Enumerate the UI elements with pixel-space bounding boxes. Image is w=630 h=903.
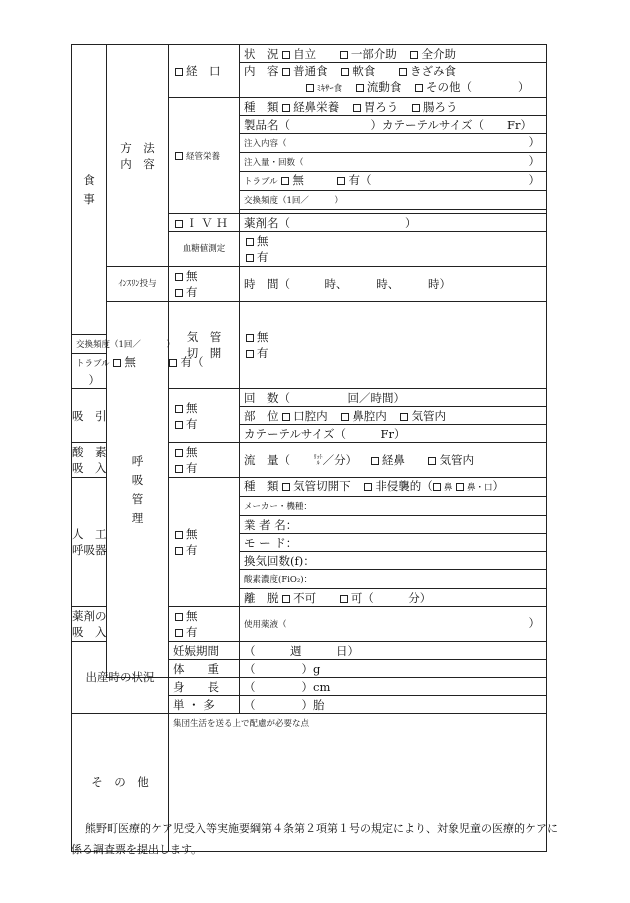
- tube-trouble-row: トラブル 無 有（ ）: [240, 172, 547, 191]
- vent-type-row: 種 類 気管切開下 非侵襲的（ 鼻 鼻・口）: [240, 478, 547, 497]
- checkbox-icon[interactable]: [282, 104, 290, 112]
- insulin-time-row[interactable]: 時 間（ 時、 時、 時）: [240, 267, 547, 302]
- survey-table: [71, 44, 547, 852]
- suction-catheter-row[interactable]: カテーテルサイズ（ Fr）: [240, 425, 547, 443]
- checkbox-icon[interactable]: [282, 595, 290, 603]
- checkbox-icon[interactable]: [175, 613, 183, 621]
- checkbox-icon[interactable]: [246, 334, 254, 342]
- checkbox-icon[interactable]: [306, 84, 314, 92]
- tube-type-row: 種 類 経鼻栄養 胃ろう 腸ろう: [240, 98, 547, 116]
- checkbox-icon[interactable]: [282, 413, 290, 421]
- checkbox-icon[interactable]: [356, 84, 364, 92]
- oxygen-flow-row[interactable]: 流 量（ ﾘｯﾄ ﾙ ／分） 経鼻 気管内: [240, 443, 547, 478]
- checkbox-icon[interactable]: [175, 531, 183, 539]
- checkbox-icon[interactable]: [282, 68, 290, 76]
- glucose-label: 血糖値測定: [169, 232, 240, 267]
- ivh-option[interactable]: Ｉ Ｖ Ｈ: [169, 214, 240, 232]
- checkbox-icon[interactable]: [175, 289, 183, 297]
- trach-exchange-row[interactable]: 交換頻度（1回／ ）: [72, 335, 107, 354]
- checkbox-icon[interactable]: [175, 629, 183, 637]
- checkbox-icon[interactable]: [364, 483, 372, 491]
- drug-inhale-options[interactable]: 無 有: [169, 607, 240, 642]
- checkbox-icon[interactable]: [340, 595, 348, 603]
- checkbox-icon[interactable]: [175, 220, 183, 228]
- birth-row-label: 妊娠期間: [169, 642, 240, 660]
- other-note-caption: 集団生活を送る上で配慮が必要な点: [173, 719, 310, 729]
- checkbox-icon[interactable]: [415, 84, 423, 92]
- birth-row-label: 身 長: [169, 678, 240, 696]
- checkbox-icon[interactable]: [175, 152, 183, 160]
- checkbox-icon[interactable]: [169, 359, 177, 367]
- suction-label: 吸 引: [72, 389, 107, 443]
- birth-row-value[interactable]: （ ）cm: [240, 678, 547, 696]
- insulin-options[interactable]: 無 有: [169, 267, 240, 302]
- birth-row-label: 単 ・ 多: [169, 696, 240, 714]
- suction-count-row[interactable]: 回 数（ 回／時間）: [240, 389, 547, 407]
- checkbox-icon[interactable]: [113, 359, 121, 367]
- tube-inject-content[interactable]: 注入内容（ ）: [240, 134, 547, 153]
- checkbox-icon[interactable]: [456, 483, 464, 491]
- oral-content-row: 内 容 普通食 軟食 きざみ食 ﾐｷｻｰ食 流動食 その他（ ）: [240, 63, 547, 98]
- checkbox-icon[interactable]: [341, 68, 349, 76]
- vent-o2-row[interactable]: 酸素濃度(FiO₂)：: [240, 570, 547, 589]
- birth-row-value[interactable]: （ 週 日）: [240, 642, 547, 660]
- footer-statement: 熊野町医療的ケア児受入等実施要綱第４条第２項第１号の規定により、対象児童の医療的ケアに係る調査票を提出します。: [71, 822, 558, 856]
- checkbox-icon[interactable]: [399, 68, 407, 76]
- glucose-options[interactable]: 無 有: [240, 232, 547, 267]
- oral-status-row: 状 況 自立 一部介助 全介助: [240, 45, 547, 63]
- birth-row-label: 体 重: [169, 660, 240, 678]
- checkbox-icon[interactable]: [175, 421, 183, 429]
- checkbox-icon[interactable]: [175, 273, 183, 281]
- tube-product-row[interactable]: 製品名（ ）カテーテルサイズ（ Fr）: [240, 116, 547, 134]
- birth-row-value[interactable]: （ ）胎: [240, 696, 547, 714]
- trach-label: 気 管 切 開: [169, 302, 240, 389]
- vent-vendor-row[interactable]: 業 者 名：: [240, 516, 547, 534]
- tube-inject-amount[interactable]: 注入量・回数（ ）: [240, 153, 547, 172]
- checkbox-icon[interactable]: [371, 457, 379, 465]
- checkbox-icon[interactable]: [175, 547, 183, 555]
- checkbox-icon[interactable]: [175, 68, 183, 76]
- trach-options[interactable]: 無 有: [240, 302, 547, 389]
- checkbox-icon[interactable]: [246, 238, 254, 246]
- vent-label: 人 工 呼吸器: [72, 478, 107, 607]
- checkbox-icon[interactable]: [246, 254, 254, 262]
- resp-category: 呼 吸 管 理: [107, 302, 169, 678]
- vent-maker-row[interactable]: メーカー・機種：: [240, 497, 547, 516]
- vent-mode-row[interactable]: モ ー ド：: [240, 534, 547, 552]
- trach-trouble-row: トラブル 無 有（ ）: [72, 354, 107, 389]
- checkbox-icon[interactable]: [400, 413, 408, 421]
- checkbox-icon[interactable]: [282, 483, 290, 491]
- checkbox-icon[interactable]: [341, 413, 349, 421]
- suction-options[interactable]: 無 有: [169, 389, 240, 443]
- insulin-label: ｲﾝｽﾘﾝ投与: [107, 267, 169, 302]
- checkbox-icon[interactable]: [410, 51, 418, 59]
- tube-exchange-row[interactable]: 交換頻度（1回／ ）: [240, 191, 547, 210]
- checkbox-icon[interactable]: [433, 483, 441, 491]
- checkbox-icon[interactable]: [281, 177, 289, 185]
- checkbox-icon[interactable]: [175, 449, 183, 457]
- drug-inhale-row[interactable]: 使用薬液（ ）: [240, 607, 547, 642]
- meal-category: 食 事: [72, 45, 107, 335]
- tube-option[interactable]: 経管栄養: [169, 98, 240, 214]
- drug-inhale-label: 薬剤の 吸 入: [72, 607, 107, 642]
- vent-rate-row[interactable]: 換気回数(f)：: [240, 552, 547, 570]
- checkbox-icon[interactable]: [337, 177, 345, 185]
- checkbox-icon[interactable]: [246, 350, 254, 358]
- oxygen-options[interactable]: 無 有: [169, 443, 240, 478]
- ivh-drug-row[interactable]: 薬剤名（ ）: [240, 214, 547, 232]
- vent-wean-row: 離 脱 不可 可（ 分）: [240, 589, 547, 607]
- checkbox-icon[interactable]: [412, 104, 420, 112]
- checkbox-icon[interactable]: [282, 51, 290, 59]
- checkbox-icon[interactable]: [340, 51, 348, 59]
- birth-row-value[interactable]: （ ）g: [240, 660, 547, 678]
- suction-site-row: 部 位 口腔内 鼻腔内 気管内: [240, 407, 547, 425]
- checkbox-icon[interactable]: [428, 457, 436, 465]
- birth-label: 出産時の状況: [72, 642, 169, 714]
- checkbox-icon[interactable]: [353, 104, 361, 112]
- other-label: そ の 他: [72, 714, 169, 852]
- checkbox-icon[interactable]: [175, 465, 183, 473]
- checkbox-icon[interactable]: [175, 405, 183, 413]
- method-label: 方 法 内 容: [107, 45, 169, 267]
- oral-option[interactable]: 経 口: [169, 45, 240, 98]
- oxygen-label: 酸 素 吸 入: [72, 443, 107, 478]
- vent-options[interactable]: 無 有: [169, 478, 240, 607]
